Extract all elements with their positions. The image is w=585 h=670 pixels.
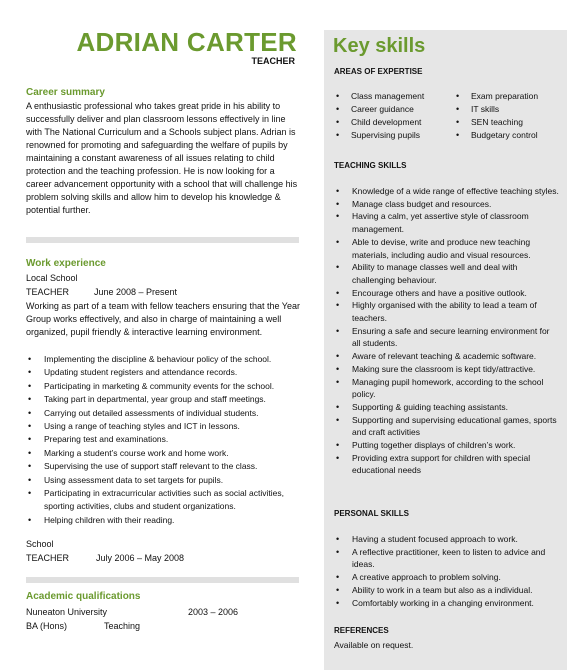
list-item: • Having a calm, yet assertive style of classroom management.	[334, 210, 559, 235]
personal-skills-list	[334, 533, 559, 609]
list-item: • Helping children with their reading.	[26, 514, 316, 527]
list-item: • A reflective practitioner, keen to listen to advice and ideas.	[334, 546, 559, 571]
list-item: • Taking part in departmental, year group and staff meetings.	[26, 393, 316, 406]
work-experience-heading: Work experience	[26, 258, 106, 269]
list-item: • Supporting & guiding teaching assistants.	[334, 401, 559, 414]
job1-role: TEACHER	[26, 287, 70, 297]
education-degree: BA (Hons)	[26, 621, 68, 631]
teaching-skills-heading: TEACHING SKILLS	[334, 161, 407, 170]
areas-of-expertise-heading: AREAS OF EXPERTISE	[334, 67, 423, 76]
section-divider	[26, 237, 299, 243]
list-item: • Highly organised with the ability to lead a team of teachers.	[334, 299, 559, 324]
job2-dates: July 2006 – May 2008	[96, 553, 185, 563]
references-text: Available on request.	[334, 640, 414, 650]
teaching-skills-list	[334, 185, 559, 477]
candidate-name: ADRIAN CARTER	[76, 27, 297, 57]
list-item: • Participating in extracurricular activities such as social activities, sporting activities, clubs and student organizations.	[26, 487, 316, 514]
list-item: • Manage class budget and resources.	[334, 198, 559, 211]
list-item: • Implementing the discipline & behaviour policy of the school.	[26, 353, 316, 366]
list-item: • Class management	[334, 91, 424, 101]
education-subject: Teaching	[104, 621, 141, 631]
list-item: • Exam preparation	[454, 91, 538, 101]
list-item: • Marking a student’s course work and home work.	[26, 447, 316, 460]
list-item: • Aware of relevant teaching & academic software.	[334, 350, 559, 363]
academic-heading: Academic qualifications	[26, 591, 141, 602]
job1-dates: June 2008 – Present	[94, 287, 178, 297]
education-institution: Nuneaton University	[26, 607, 108, 617]
list-item: • Providing extra support for children with special educational needs	[334, 452, 559, 477]
list-item: • Supervising pupils	[334, 130, 420, 140]
list-item: • Using assessment data to set targets for pupils.	[26, 474, 316, 487]
career-summary-heading: Career summary	[26, 87, 105, 98]
list-item: • Encourage others and have a positive outlook.	[334, 287, 559, 300]
list-item: • Making sure the classroom is kept tidy/attractive.	[334, 363, 559, 376]
list-item: • Participating in marketing & community events for the school.	[26, 380, 316, 393]
list-item: • Preparing test and examinations.	[26, 433, 316, 446]
job1-employer: Local School	[26, 273, 78, 283]
key-skills-panel	[324, 30, 567, 670]
list-item: • SEN teaching	[454, 117, 523, 127]
list-item: • A creative approach to problem solving.	[334, 571, 559, 584]
personal-skills-heading: PERSONAL SKILLS	[334, 509, 409, 518]
job1-duties-list	[26, 353, 316, 527]
list-item: • Carrying out detailed assessments of individual students.	[26, 407, 316, 420]
list-item: • IT skills	[454, 104, 499, 114]
list-item: • Comfortably working in a changing environment.	[334, 597, 559, 610]
list-item: • Using a range of teaching styles and ICT in lessons.	[26, 420, 316, 433]
list-item: • Managing pupil homework, according to the school policy.	[334, 376, 559, 401]
list-item: • Budgetary control	[454, 130, 538, 140]
list-item: • Supporting and supervising educational games, sports and craft activities	[334, 414, 559, 439]
job1-description: Working as part of a team with fellow teachers ensuring that the Year Group works effectively, and also in charge of maintaining a well organized, pupil friendly & interactive learning environment.	[26, 301, 300, 337]
list-item: • Ability to manage classes well and deal with challenging behaviour.	[334, 261, 559, 286]
key-skills-heading: Key skills	[333, 35, 426, 57]
list-item: • Putting together displays of children’s work.	[334, 439, 559, 452]
list-item: • Knowledge of a wide range of effective teaching styles.	[334, 185, 559, 198]
list-item: • Having a student focused approach to work.	[334, 533, 559, 546]
section-divider	[26, 577, 299, 583]
job2-employer: School	[26, 539, 54, 549]
list-item: • Updating student registers and attendance records.	[26, 366, 316, 379]
education-years: 2003 – 2006	[188, 607, 239, 617]
job2-role: TEACHER	[26, 553, 70, 563]
list-item: • Ensuring a safe and secure learning environment for all students.	[334, 325, 559, 350]
list-item: • Career guidance	[334, 104, 414, 114]
list-item: • Child development	[334, 117, 421, 127]
list-item: • Supervising the use of support staff relevant to the class.	[26, 460, 316, 473]
list-item: • Ability to work in a team but also as a individual.	[334, 584, 559, 597]
list-item: • Able to devise, write and produce new teaching materials, including audio and visual resources.	[334, 236, 559, 261]
candidate-role: TEACHER	[251, 56, 295, 66]
references-heading: REFERENCES	[334, 626, 389, 635]
career-summary-text: A enthusiastic professional who takes great pride in his ability to successfully deliver and plan classroom lessons effectively in line with The National Curriculum and a Schools subject plans. Adrian is renowned for promoting and safeguarding the welfare of pupils by maintaining a constant awareness of all issues relating to child protection and the teaching profession. He is now looking for a career advancement opportunity with a school that will challenge his problem solving skills and allow him to develop his knowledge & potential further.	[26, 101, 298, 215]
